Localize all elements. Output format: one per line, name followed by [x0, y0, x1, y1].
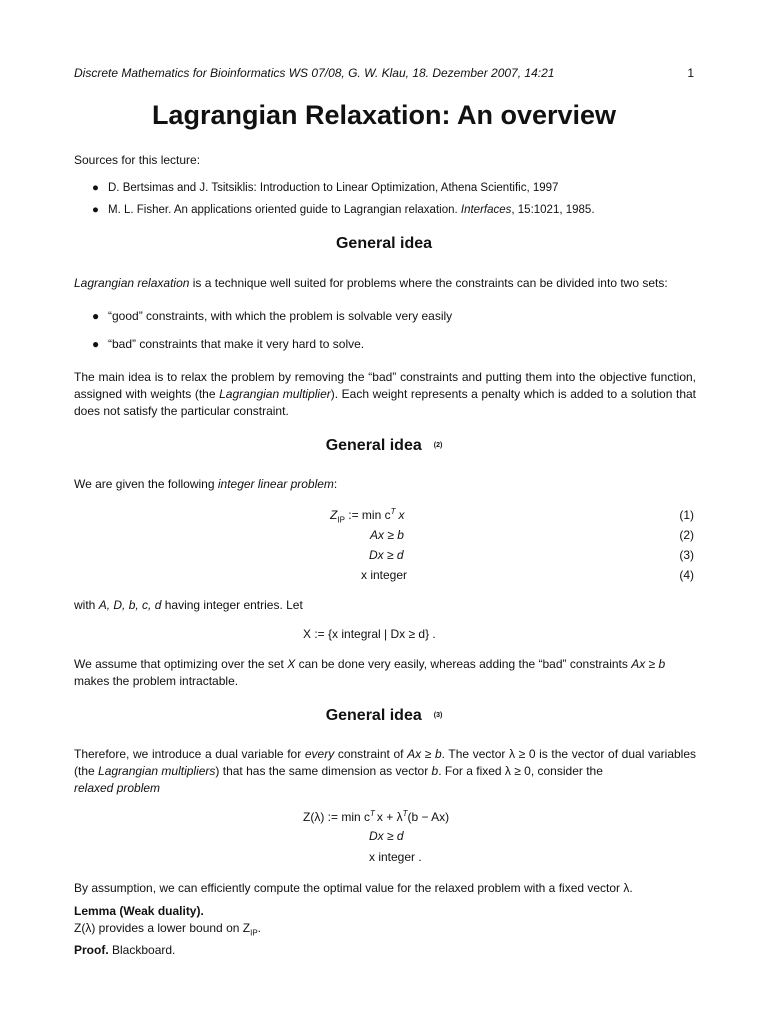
- paragraph: The main idea is to relax the problem by removing the “bad” constraints and putting them into the objective function, assigned with weights (the Lagrangian multiplier). Each weight represents a penalty which is added to a solution that does not satisfy the particular constraint.: [74, 370, 696, 418]
- page-title: Lagrangian Relaxation: An overview: [151, 100, 617, 130]
- paragraph: Therefore, we introduce a dual variable for every constraint of Ax ≥ b. The vector λ ≥ 0 is the vector of dual variables (the Lagrangian multipliers) that has the same dimension as vector b. For a fixed λ ≥ 0, consider the relaxed problem: [74, 747, 697, 795]
- relaxed-integrality: x integer .: [369, 850, 422, 864]
- section-heading: General idea (3): [325, 707, 443, 724]
- list-item: ● “good” constraints, with which the problem is solvable very easily: [92, 309, 453, 323]
- bullet-icon: ●: [92, 337, 100, 351]
- source-item-2: [94, 202, 595, 218]
- source-text-end: , 15:1021, 1985.: [511, 204, 595, 216]
- equation-number: (3): [679, 548, 694, 562]
- equation-number: (4): [679, 568, 694, 582]
- paragraph: with A, D, b, c, d having integer entries. Let: [74, 598, 303, 612]
- lemma: [74, 903, 696, 941]
- section-heading: General idea (2): [325, 437, 443, 454]
- paragraph: We assume that optimizing over the set X can be done very easily, whereas adding the “bad” constraints Ax ≥ b makes the problem intractable.: [74, 657, 666, 688]
- equation-line: Dx ≥ d: [369, 548, 404, 562]
- source-text: D. Bertsimas and J. Tsitsiklis: Introduction to Linear Optimization, Athena Scientific, 1997: [108, 182, 559, 194]
- set-definition: X := {x integral | Dx ≥ d} .: [303, 627, 436, 641]
- page-number: 1: [687, 66, 694, 80]
- bullet-icon: ●: [92, 182, 99, 194]
- paragraph: We are given the following integer linear problem:: [74, 477, 338, 491]
- equation-line: $Z_{IP}$ := $\min c^T$ x: [330, 507, 405, 525]
- source-item-1: [94, 180, 558, 196]
- sources-intro: Sources for this lecture:: [74, 153, 201, 167]
- section-heading: General idea: [335, 235, 433, 252]
- running-header: [74, 66, 694, 80]
- equation-line: Ax ≥ b: [370, 528, 404, 542]
- header-text: Discrete Mathematics for Bioinformatics WS 07/08, G. W. Klau, 18. Dezember 2007, 14:21: [74, 66, 555, 80]
- equation-line: x integer: [361, 568, 408, 582]
- lemma-title: Lemma (Weak duality).: [74, 904, 204, 918]
- source-text: M. L. Fisher. An applications oriented guide to Lagrangian relaxation.: [108, 204, 461, 216]
- relaxed-objective: Z(λ) := $\min c^T$ $x + \lambda^T(b - Ax)$: [303, 809, 450, 824]
- proof: Proof. Blackboard.: [74, 943, 176, 957]
- lemma-statement: Z(λ) provides a lower bound on $Z_{IP}$.: [74, 921, 261, 938]
- equation-number: (1): [679, 508, 694, 522]
- list-item: ● “bad” constraints that make it very hard to solve.: [92, 337, 365, 351]
- paragraph: Lagrangian relaxation is a technique well suited for problems where the constraints can be divided into two sets:: [74, 276, 668, 290]
- bullet-icon: ●: [92, 204, 99, 216]
- relaxed-constraint: Dx ≥ d: [369, 829, 404, 843]
- source-journal: Interfaces: [460, 204, 512, 216]
- equation-number: (2): [679, 528, 694, 542]
- bullet-icon: ●: [92, 309, 100, 323]
- paragraph: By assumption, we can efficiently compute the optimal value for the relaxed problem with a fixed vector λ.: [74, 881, 633, 895]
